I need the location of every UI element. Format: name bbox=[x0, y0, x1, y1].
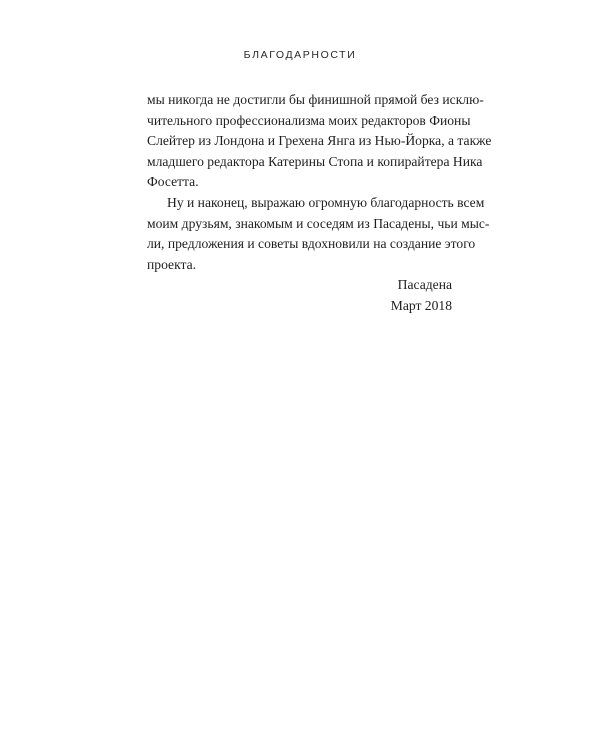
body-text bbox=[147, 90, 492, 317]
signature-block bbox=[147, 275, 452, 316]
signature-place: Пасадена bbox=[397, 277, 452, 293]
text-line: моим друзьям, знакомым и соседям из Пасадены, чьи мыс- bbox=[147, 215, 490, 231]
text-line: Ну и наконец, выражаю огромную благодарность всем bbox=[167, 194, 485, 210]
text-line: Слейтер из Лондона и Грехена Янга из Нью-Йорка, а также bbox=[147, 133, 492, 149]
text-line: Фосетта. bbox=[147, 174, 199, 190]
text-line: мы никогда не достигли бы финишной прямой без исклю- bbox=[147, 92, 484, 107]
text-line: ли, предложения и советы вдохновили на создание этого bbox=[147, 236, 476, 252]
text-line: чительного профессионализма моих редакторов Фионы bbox=[147, 112, 471, 128]
text-line: младшего редактора Катерины Стопа и копирайтера Ника bbox=[147, 153, 483, 169]
paragraph-2 bbox=[147, 193, 490, 275]
running-head: БЛАГОДАРНОСТИ bbox=[243, 49, 357, 61]
text-line: проекта. bbox=[147, 256, 197, 272]
paragraph-1 bbox=[147, 90, 492, 193]
signature-date: Март 2018 bbox=[390, 297, 452, 313]
